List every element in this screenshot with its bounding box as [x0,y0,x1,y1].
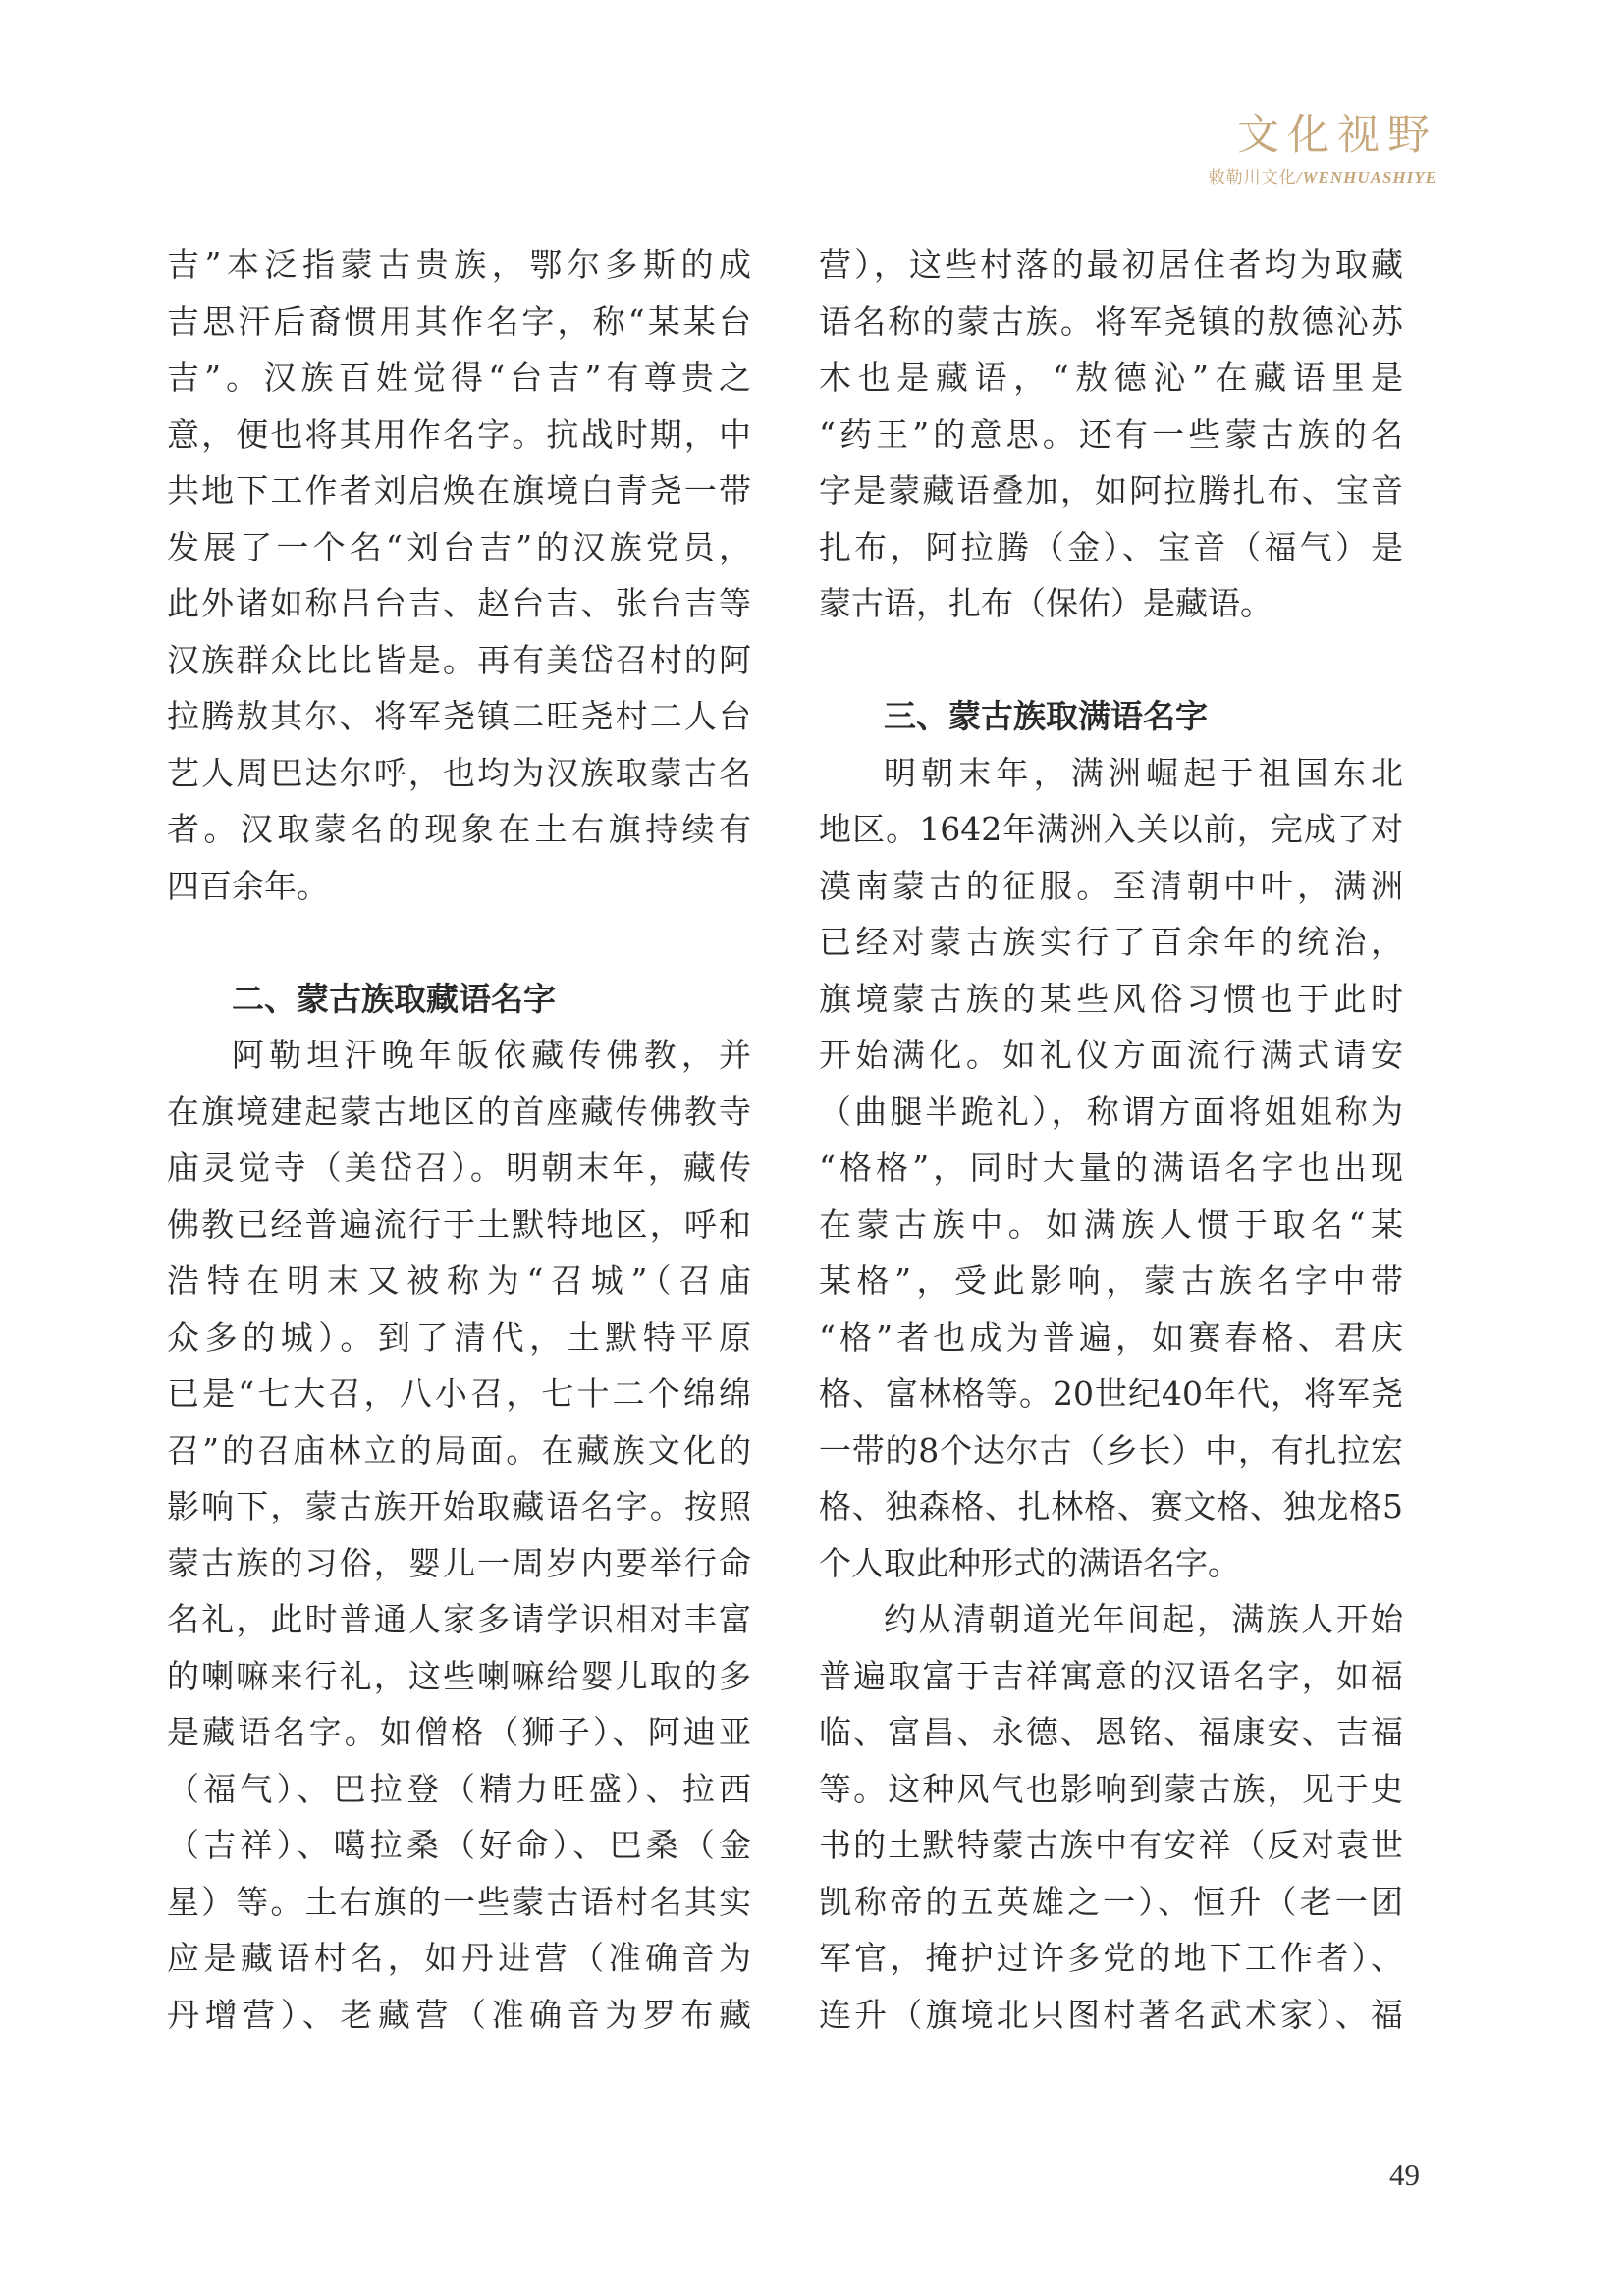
text-line: 开始满化。如礼仪方面流行满式请安 [819,1036,1403,1074]
text-line: （福气）、巴拉登（精力旺盛）、拉西 [167,1769,751,1808]
text-line: 普遍取富于吉祥寓意的汉语名字，如福 [819,1656,1403,1695]
section-subtitle-cn: 敕勒川文化 [1208,168,1297,187]
text-line: 已是“七大召，八小召，七十二个绵绵 [167,1374,751,1413]
text-line: 约从清朝道光年间起，满族人开始 [884,1600,1403,1638]
text-line: “药王”的意思。还有一些蒙古族的名 [819,414,1403,454]
text-line: 书的土默特蒙古族中有安祥（反对袁世 [819,1826,1403,1864]
text-line: 此外诸如称吕台吉、赵台吉、张台吉等 [167,584,751,622]
paragraph-gap [819,632,1403,689]
section-subtitle [1209,167,1437,188]
text-line: 共地下工作者刘启焕在旗境白青尧一带 [167,471,751,509]
text-line: 召”的召庙林立的局面。在藏族文化的 [167,1430,751,1469]
text-line: 发展了一个名“刘台吉”的汉族党员， [167,527,751,566]
text-line: 个人取此种形式的满语名字。 [819,1543,1240,1582]
right-column [819,237,1403,2043]
left-column [167,237,751,2043]
text-line: （曲腿半跪礼），称谓方面将姐姐称为 [819,1092,1403,1131]
text-line: 汉族群众比比皆是。再有美岱召村的阿 [167,640,751,679]
text-line: 漠南蒙古的征服。至清朝中叶，满洲 [819,866,1403,905]
text-line: 蒙古族的习俗，婴儿一周岁内要举行命 [167,1543,751,1582]
text-line: 等。这种风气也影响到蒙古族，见于史 [819,1769,1403,1808]
section-subtitle-en: /WENHUASHIYE [1296,168,1437,187]
text-line: 丹增营）、老藏营（准确音为罗布藏 [167,1995,751,2034]
text-line: 者。汉取蒙名的现象在土右旗持续有 [167,810,751,848]
text-line: 名礼，此时普通人家多请学识相对丰富 [167,1600,751,1638]
text-line: 连升（旗境北只图村著名武术家）、福 [819,1995,1403,2034]
section-heading: 三、蒙古族取满语名字 [884,697,1208,735]
text-line: 字是蒙藏语叠加，如阿拉腾扎布、宝音 [819,471,1403,509]
text-line: 星）等。土右旗的一些蒙古语村名其实 [167,1882,751,1921]
text-line: 的喇嘛来行礼，这些喇嘛给婴儿取的多 [167,1656,751,1695]
text-line: 某格”，受此影响，蒙古族名字中带 [819,1261,1403,1300]
text-line: 影响下，蒙古族开始取藏语名字。按照 [167,1487,751,1525]
text-line: 明朝末年，满洲崛起于祖国东北 [884,753,1403,792]
text-line: 吉”。汉族百姓觉得“台吉”有尊贵之 [167,358,751,397]
text-line: 吉”本泛指蒙古贵族，鄂尔多斯的成 [167,245,751,284]
page-number: 49 [1389,2158,1420,2192]
text-line: “格”者也成为普遍，如赛春格、君庆 [819,1317,1403,1357]
text-line: 军官，掩护过许多党的地下工作者）、 [819,1939,1403,1977]
text-line: 木也是藏语，“敖德沁”在藏语里是 [819,358,1403,397]
text-line: 浩特在明末又被称为“召城”（召庙 [167,1261,751,1300]
text-line: 艺人周巴达尔呼，也均为汉族取蒙古名 [167,753,751,792]
text-line: 凯称帝的五英雄之一）、恒升（老一团 [819,1882,1403,1921]
text-line: 在蒙古族中。如满族人惯于取名“某 [819,1204,1403,1244]
text-line: 吉思汗后裔惯用其作名字，称“某某台 [167,301,751,341]
text-line: “格格”，同时大量的满语名字也出现 [819,1148,1403,1187]
text-line: （吉祥）、噶拉桑（好命）、巴桑（金 [167,1826,751,1864]
text-line: 营），这些村落的最初居住者均为取藏 [819,245,1403,284]
text-line: 四百余年。 [167,866,329,905]
text-line: 格、富林格等。20世纪40年代，将军尧 [819,1374,1403,1413]
section-title: 文化视野 [1237,111,1437,160]
text-line: 阿勒坦汗晚年皈依藏传佛教，并 [232,1036,751,1074]
text-line: 在旗境建起蒙古地区的首座藏传佛教寺 [167,1092,751,1131]
text-line: 一带的8个达尔古（乡长）中，有扎拉宏 [819,1430,1403,1469]
text-line: 佛教已经普遍流行于土默特地区，呼和 [167,1204,751,1244]
text-line: 已经对蒙古族实行了百余年的统治， [819,923,1403,961]
text-line: 格、独森格、扎林格、赛文格、独龙格5 [819,1487,1403,1525]
text-line: 是藏语名字。如僧格（狮子）、阿迪亚 [167,1713,751,1751]
text-line: 蒙古语，扎布（保佑）是藏语。 [819,584,1272,622]
text-line: 应是藏语村名，如丹进营（准确音为 [167,1939,751,1977]
running-header [1209,110,1437,188]
text-line: 地区。1642年满洲入关以前，完成了对 [819,810,1403,848]
text-line: 众多的城）。到了清代，土默特平原 [167,1317,751,1357]
section-heading: 二、蒙古族取藏语名字 [232,979,556,1018]
text-line: 意，便也将其用作名字。抗战时期，中 [167,414,751,454]
text-line: 扎布，阿拉腾（金）、宝音（福气）是 [819,527,1403,566]
text-line: 语名称的蒙古族。将军尧镇的敖德沁苏 [819,301,1403,341]
text-line: 拉腾敖其尔、将军尧镇二旺尧村二人台 [167,697,751,735]
paragraph-gap [167,914,751,971]
text-line: 庙灵觉寺（美岱召）。明朝末年，藏传 [167,1148,751,1187]
text-line: 临、富昌、永德、恩铭、福康安、吉福 [819,1713,1403,1751]
text-line: 旗境蒙古族的某些风俗习惯也于此时 [819,979,1403,1018]
